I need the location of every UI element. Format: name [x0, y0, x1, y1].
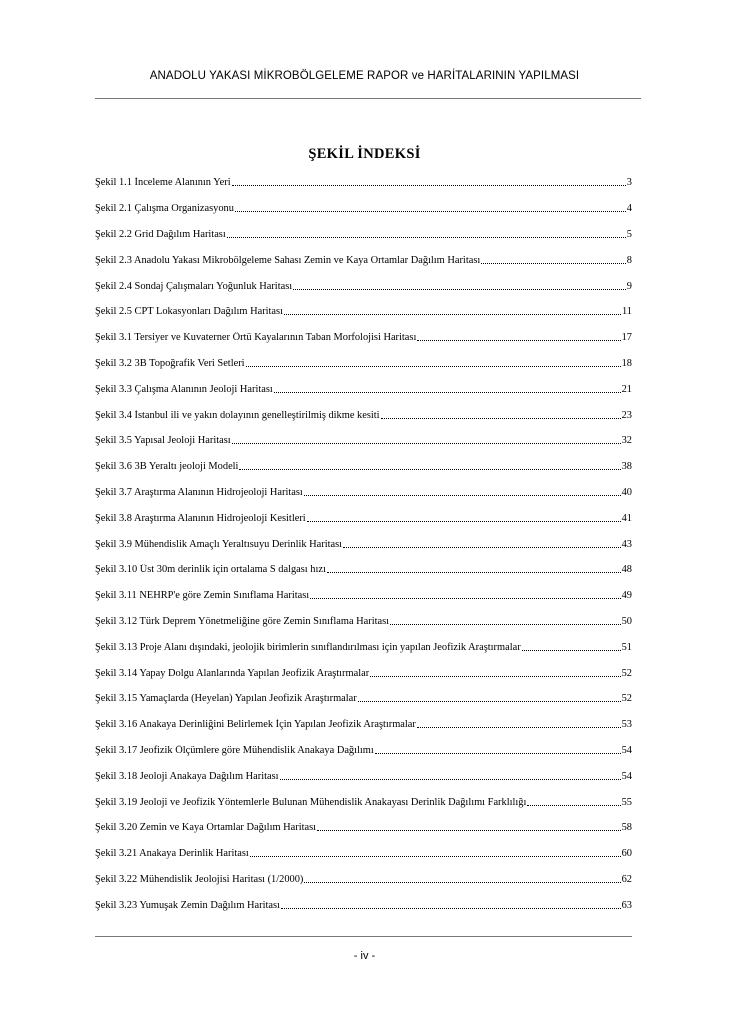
toc-entry-page-number: 49	[621, 590, 632, 602]
toc-entry[interactable]	[95, 196, 632, 222]
toc-dot-leader	[417, 330, 620, 341]
toc-entry-page-number: 23	[621, 409, 632, 421]
toc-entry[interactable]	[95, 531, 632, 557]
toc-dot-leader	[284, 304, 621, 315]
toc-entry-label: Şekil 3.21 Anakaya Derinlik Haritası	[95, 848, 249, 860]
toc-entry[interactable]	[95, 892, 632, 918]
toc-entry-label: Şekil 3.19 Jeoloji ve Jeofizik Yöntemlerle Bulunan Mühendislik Anakayası Derinlik Dağılımı Farklılığı	[95, 796, 527, 808]
toc-entry[interactable]	[95, 583, 632, 609]
toc-dot-leader	[232, 433, 621, 444]
toc-entry[interactable]	[95, 789, 632, 815]
toc-entry[interactable]	[95, 867, 632, 893]
toc-entry-page-number: 4	[626, 203, 632, 215]
toc-entry-label: Şekil 3.3 Çalışma Alanının Jeoloji Haritası	[95, 383, 273, 395]
toc-entry[interactable]	[95, 634, 632, 660]
toc-entry[interactable]	[95, 273, 632, 299]
toc-dot-leader	[481, 253, 626, 264]
header-divider	[95, 98, 641, 99]
toc-dot-leader	[390, 614, 621, 625]
toc-entry-label: Şekil 3.9 Mühendislik Amaçlı Yeraltısuyu Derinlik Haritası	[95, 538, 343, 550]
toc-entry-page-number: 54	[621, 744, 632, 756]
toc-dot-leader	[246, 356, 621, 367]
toc-entry-label: Şekil 1.1 İnceleme Alanının Yeri	[95, 177, 231, 189]
toc-entry[interactable]	[95, 325, 632, 351]
toc-dot-leader	[280, 769, 621, 780]
footer-divider	[95, 936, 632, 937]
toc-entry-label: Şekil 2.1 Çalışma Organizasyonu	[95, 203, 234, 215]
figure-index-list	[95, 170, 632, 918]
toc-dot-leader	[274, 382, 621, 393]
toc-entry-page-number: 17	[621, 332, 632, 344]
toc-dot-leader	[239, 459, 620, 470]
toc-entry-page-number: 50	[621, 615, 632, 627]
toc-entry-page-number: 9	[626, 280, 632, 292]
toc-dot-leader	[310, 588, 620, 599]
toc-dot-leader	[358, 691, 621, 702]
toc-entry-label: Şekil 3.15 Yamaçlarda (Heyelan) Yapılan Jeofizik Araştırmalar	[95, 693, 357, 705]
toc-entry[interactable]	[95, 686, 632, 712]
toc-entry-label: Şekil 3.2 3B Topoğrafik Veri Setleri	[95, 357, 245, 369]
toc-dot-leader	[381, 408, 621, 419]
toc-dot-leader	[227, 227, 626, 238]
toc-entry[interactable]	[95, 402, 632, 428]
toc-entry[interactable]	[95, 428, 632, 454]
toc-entry-page-number: 51	[621, 641, 632, 653]
toc-entry[interactable]	[95, 247, 632, 273]
toc-entry-page-number: 8	[626, 254, 632, 266]
toc-entry-label: Şekil 3.12 Türk Deprem Yönetmeliğine göre Zemin Sınıflama Haritası	[95, 615, 390, 627]
toc-entry-page-number: 18	[621, 357, 632, 369]
toc-dot-leader	[250, 846, 621, 857]
toc-entry-page-number: 43	[621, 538, 632, 550]
toc-entry-page-number: 63	[621, 899, 632, 911]
toc-entry[interactable]	[95, 454, 632, 480]
toc-entry-page-number: 55	[621, 796, 632, 808]
toc-entry-page-number: 53	[621, 719, 632, 731]
toc-entry[interactable]	[95, 351, 632, 377]
toc-dot-leader	[232, 175, 626, 186]
toc-entry-page-number: 52	[621, 667, 632, 679]
toc-entry-label: Şekil 3.17 Jeofizik Ölçümlere göre Mühendislik Anakaya Dağılımı	[95, 744, 374, 756]
report-header-title: ANADOLU YAKASI MİKROBÖLGELEME RAPOR ve HARİTALARININ YAPILMASI	[149, 70, 580, 82]
toc-dot-leader	[522, 640, 621, 651]
toc-entry-page-number: 3	[626, 177, 632, 189]
toc-entry-page-number: 40	[621, 486, 632, 498]
toc-entry[interactable]	[95, 815, 632, 841]
toc-entry[interactable]	[95, 738, 632, 764]
toc-entry-label: Şekil 2.3 Anadolu Yakası Mikrobölgeleme Sahası Zemin ve Kaya Ortamlar Dağılım Haritası	[95, 254, 481, 266]
toc-entry-label: Şekil 3.5 Yapısal Jeoloji Haritası	[95, 435, 231, 447]
page-number: - iv -	[353, 950, 376, 962]
toc-entry-page-number: 48	[621, 564, 632, 576]
toc-dot-leader	[304, 872, 620, 883]
toc-entry-label: Şekil 3.10 Üst 30m derinlik için ortalama S dalgası hızı	[95, 564, 326, 576]
toc-entry-label: Şekil 3.20 Zemin ve Kaya Ortamlar Dağılım Haritası	[95, 822, 317, 834]
toc-entry[interactable]	[95, 170, 632, 196]
toc-entry[interactable]	[95, 480, 632, 506]
toc-entry-page-number: 62	[621, 873, 632, 885]
toc-entry[interactable]	[95, 557, 632, 583]
toc-entry-label: Şekil 3.6 3B Yeraltı jeoloji Modeli	[95, 461, 239, 473]
toc-entry-label: Şekil 3.8 Araştırma Alanının Hidrojeoloji Kesitleri	[95, 512, 306, 524]
toc-entry-label: Şekil 3.14 Yapay Dolgu Alanlarında Yapılan Jeofizik Araştırmalar	[95, 667, 370, 679]
toc-dot-leader	[527, 795, 620, 806]
page-title: ŞEKİL İNDEKSİ	[308, 146, 421, 162]
toc-entry-label: Şekil 3.18 Jeoloji Anakaya Dağılım Haritası	[95, 770, 279, 782]
toc-entry[interactable]	[95, 841, 632, 867]
toc-entry-label: Şekil 3.11 NEHRP'e göre Zemin Sınıflama Haritası	[95, 590, 310, 602]
toc-entry-page-number: 58	[621, 822, 632, 834]
toc-entry[interactable]	[95, 660, 632, 686]
toc-dot-leader	[370, 666, 620, 677]
toc-entry-label: Şekil 3.4 İstanbul ili ve yakın dolayının genelleştirilmiş dikme kesiti	[95, 409, 380, 421]
toc-entry-label: Şekil 3.1 Tersiyer ve Kuvaterner Örtü Kayalarının Taban Morfolojisi Haritası	[95, 332, 417, 344]
toc-dot-leader	[235, 201, 626, 212]
toc-dot-leader	[417, 717, 621, 728]
toc-entry-page-number: 54	[621, 770, 632, 782]
toc-dot-leader	[307, 511, 621, 522]
toc-dot-leader	[293, 279, 626, 290]
toc-entry-label: Şekil 2.5 CPT Lokasyonları Dağılım Haritası	[95, 306, 283, 318]
toc-entry-page-number: 38	[621, 461, 632, 473]
toc-entry-page-number: 52	[621, 693, 632, 705]
toc-entry-label: Şekil 2.4 Sondaj Çalışmaları Yoğunluk Haritası	[95, 280, 293, 292]
toc-dot-leader	[343, 537, 621, 548]
toc-entry-label: Şekil 3.22 Mühendislik Jeolojisi Haritası (1/2000)	[95, 873, 304, 885]
toc-entry-label: Şekil 3.13 Proje Alanı dışındaki, jeolojik birimlerin sınıflandırılması için yapılan Jeofizik Araştırmalar	[95, 641, 521, 653]
toc-entry-label: Şekil 3.16 Anakaya Derinliğini Belirlemek İçin Yapılan Jeofizik Araştırmalar	[95, 719, 416, 731]
toc-entry[interactable]	[95, 376, 632, 402]
toc-entry[interactable]	[95, 763, 632, 789]
toc-dot-leader	[327, 562, 621, 573]
toc-entry[interactable]	[95, 712, 632, 738]
toc-entry[interactable]	[95, 222, 632, 248]
toc-entry-page-number: 60	[621, 848, 632, 860]
toc-entry[interactable]	[95, 505, 632, 531]
toc-entry-label: Şekil 3.7 Araştırma Alanının Hidrojeoloji Haritası	[95, 486, 303, 498]
toc-dot-leader	[375, 743, 621, 754]
toc-entry-page-number: 41	[621, 512, 632, 524]
toc-entry-page-number: 11	[621, 306, 632, 318]
toc-entry-label: Şekil 3.23 Yumuşak Zemin Dağılım Haritası	[95, 899, 280, 911]
toc-dot-leader	[281, 898, 621, 909]
toc-entry-label: Şekil 2.2 Grid Dağılım Haritası	[95, 228, 226, 240]
toc-entry-page-number: 5	[626, 228, 632, 240]
toc-dot-leader	[317, 820, 621, 831]
toc-dot-leader	[304, 485, 621, 496]
toc-entry-page-number: 21	[621, 383, 632, 395]
toc-entry-page-number: 32	[621, 435, 632, 447]
toc-entry[interactable]	[95, 299, 632, 325]
toc-entry[interactable]	[95, 609, 632, 635]
